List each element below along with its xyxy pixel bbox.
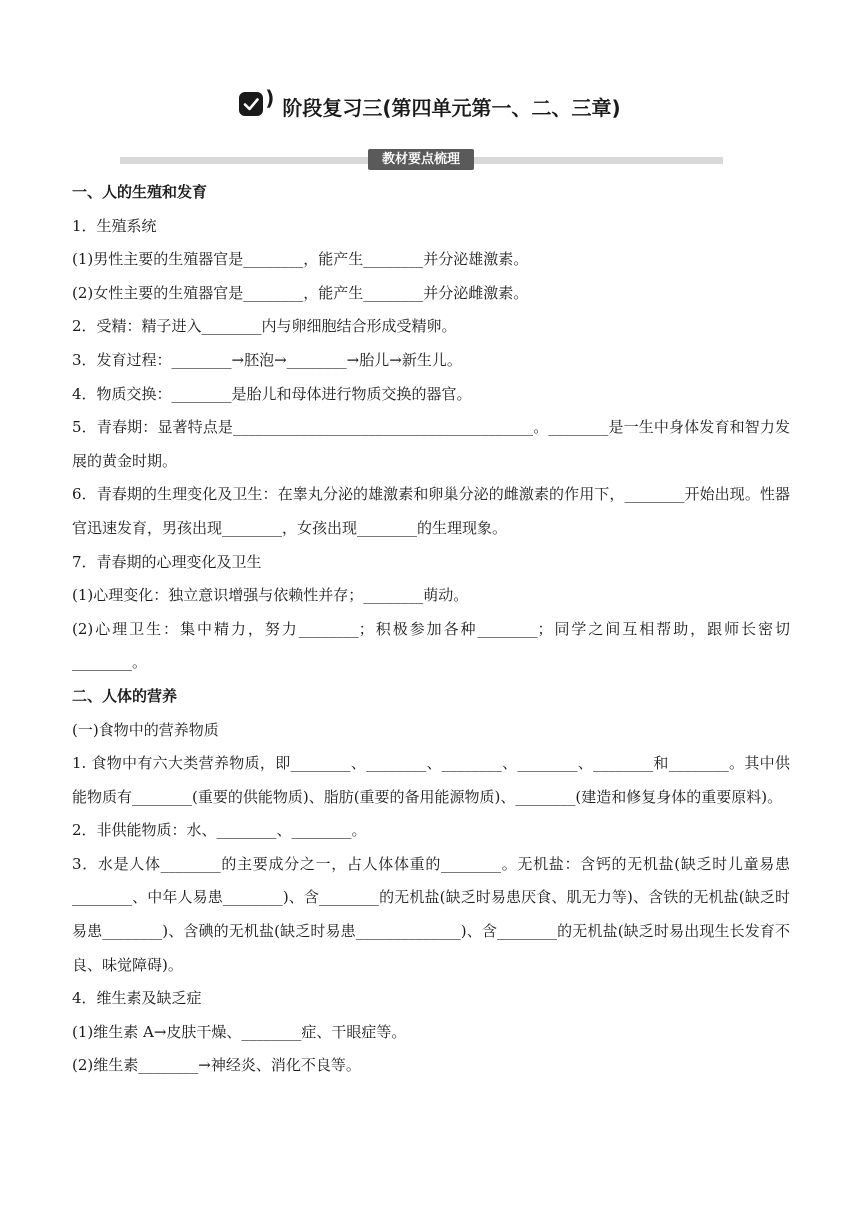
text-line: 5．青春期：显著特点是________________________________________。________是一生中身体发育和智力发展的黄金时期。 xyxy=(72,418,790,470)
text-line: 7．青春期的心理变化及卫生 xyxy=(72,552,262,571)
text-line: 6．青春期的生理变化及卫生：在睾丸分泌的雄激素和卵巢分泌的雌激素的作用下，________开始出现。性器官迅速发育，男孩出现________，女孩出现________的生理现象。 xyxy=(72,485,790,537)
page-title: 阶段复习三(第四单元第一、二、三章) xyxy=(282,96,621,120)
text-line: 3．发育过程：________→胚泡→________→胎儿→新生儿。 xyxy=(72,350,462,369)
text-line: (一)食物中的营养物质 xyxy=(72,720,219,739)
text-line: 1．生殖系统 xyxy=(72,216,157,235)
text-line: (1)维生素 A→皮肤干燥、________症、干眼症等。 xyxy=(72,1022,407,1041)
text-line: 1. 食物中有六大类营养物质，即________、________、________、________、________和________。其中供能物质有________(重要的供能物质)、脂肪(重要的备用能源物质)、________(建造和修复身体的重要原料)。 xyxy=(72,754,790,806)
text-line: (2)维生素________→神经炎、消化不良等。 xyxy=(72,1056,361,1075)
check-square-icon xyxy=(239,92,263,116)
section-heading: 二、人体的营养 xyxy=(72,686,178,705)
text-line: (2)心理卫生：集中精力，努力________；积极参加各种________；同学之间互相帮助，跟师长密切________。 xyxy=(72,619,790,672)
text-line: 2．非供能物质：水、________、________。 xyxy=(72,821,367,840)
text-line: 2．受精：精子进入________内与卵细胞结合形成受精卵。 xyxy=(72,317,457,336)
title-row xyxy=(0,86,860,132)
text-line: (1)男性主要的生殖器官是________，能产生________并分泌雄激素。 xyxy=(72,250,529,269)
title-bracket-decoration: ) xyxy=(265,86,275,110)
text-line: (2)女性主要的生殖器官是________，能产生________并分泌雌激素。 xyxy=(72,283,529,302)
document-body xyxy=(72,176,790,1083)
text-line: 3．水是人体________的主要成分之一，占人体体重的________。无机盐：含钙的无机盐(缺乏时儿童易患________、中年人易患________)、含________的无机盐(缺乏时易患厌食、肌无力等)、含铁的无机盐(缺乏时易患________)、含碘的无机盐(缺乏时易患______________)、含________的无机盐(缺乏时易出现生长发育不良、味觉障碍)。 xyxy=(72,854,790,974)
text-line: (1)心理变化：独立意识增强与依赖性并存；________萌动。 xyxy=(72,586,469,605)
section-heading: 一、人的生殖和发育 xyxy=(72,183,208,201)
text-line: 4．物质交换：________是胎儿和母体进行物质交换的器官。 xyxy=(72,384,472,403)
section-label: 教材要点梳理 xyxy=(368,149,474,170)
text-line: 4．维生素及缺乏症 xyxy=(72,989,202,1008)
